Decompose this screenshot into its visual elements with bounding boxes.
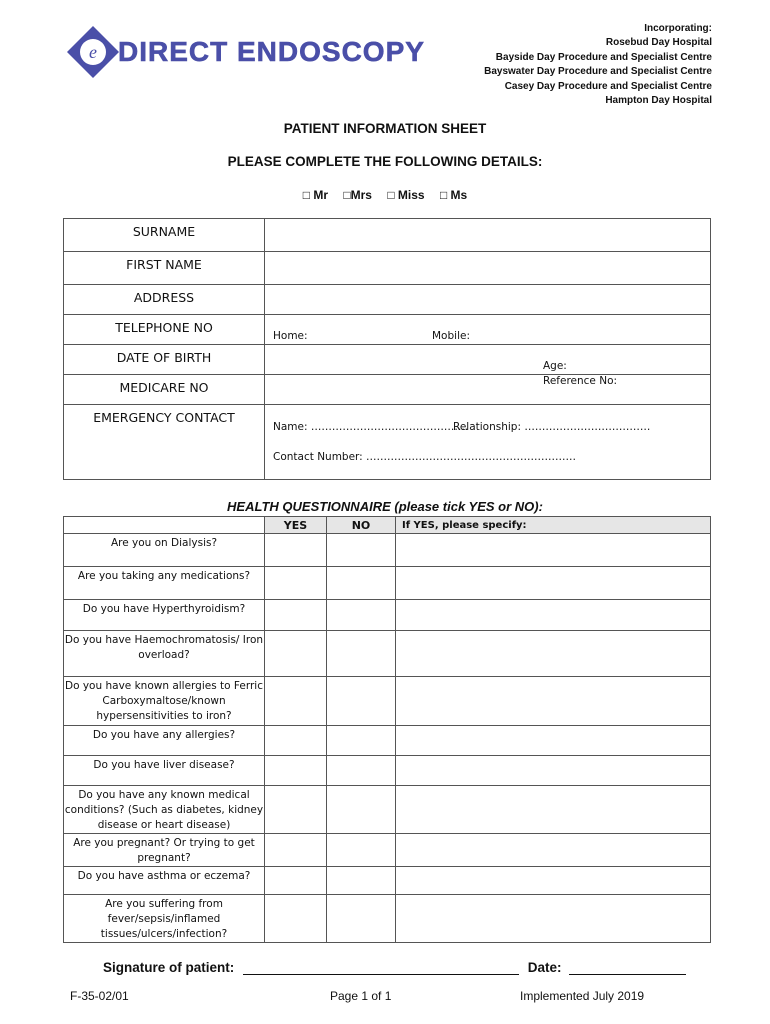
no-cell[interactable] — [327, 600, 396, 631]
implemented-date: Implemented July 2019 — [520, 989, 645, 1003]
signature-line[interactable] — [243, 960, 519, 975]
signature-label: Signature of patient: — [103, 960, 235, 975]
incorporating-list — [484, 22, 712, 108]
yes-cell[interactable] — [265, 834, 327, 867]
reference-label: Reference No: — [543, 375, 618, 387]
question-row — [64, 534, 711, 567]
question-row — [64, 786, 711, 834]
yes-cell[interactable] — [265, 631, 327, 677]
no-cell[interactable] — [327, 786, 396, 834]
question-text: Do you have known allergies to Ferric Carboxymaltose/known hypersensitivities to iron? — [64, 677, 265, 726]
no-header: NO — [327, 517, 396, 534]
specify-cell[interactable] — [396, 756, 711, 786]
date-line[interactable] — [569, 960, 686, 975]
home-label: Home: — [273, 330, 308, 342]
no-cell[interactable] — [327, 895, 396, 943]
yes-cell[interactable] — [265, 677, 327, 726]
emergency-contact-field[interactable] — [265, 405, 711, 480]
question-text: Do you have Hyperthyroidism? — [64, 600, 265, 631]
question-row — [64, 600, 711, 631]
question-text: Are you taking any medications? — [64, 567, 265, 600]
question-text: Are you suffering from fever/sepsis/inflamed tissues/ulcers/infection? — [64, 895, 265, 943]
surname-field[interactable] — [265, 219, 711, 252]
svg-text:e: e — [89, 42, 97, 62]
health-questionnaire-title: HEALTH QUESTIONNAIRE (please tick YES or NO): — [227, 499, 543, 514]
yes-cell[interactable] — [265, 786, 327, 834]
incorporating-line: Bayside Day Procedure and Specialist Centre — [495, 51, 712, 63]
specify-cell[interactable] — [396, 534, 711, 567]
question-text: Do you have liver disease? — [64, 756, 265, 786]
surname-label: SURNAME — [64, 219, 265, 252]
yes-cell[interactable] — [265, 600, 327, 631]
page-number: Page 1 of 1 — [330, 989, 392, 1003]
incorporating-line: Incorporating: — [644, 23, 712, 34]
date-label: Date: — [527, 960, 562, 975]
specify-cell[interactable] — [396, 786, 711, 834]
specify-cell[interactable] — [396, 631, 711, 677]
specify-cell[interactable] — [396, 567, 711, 600]
mobile-label: Mobile: — [432, 330, 470, 342]
no-cell[interactable] — [327, 677, 396, 726]
question-text: Are you pregnant? Or trying to get pregnant? — [64, 834, 265, 867]
yes-cell[interactable] — [265, 567, 327, 600]
yes-cell[interactable] — [265, 534, 327, 567]
page-subtitle: PLEASE COMPLETE THE FOLLOWING DETAILS: — [227, 154, 543, 169]
form-code: F-35-02/01 — [70, 989, 129, 1003]
incorporating-line: Hampton Day Hospital — [605, 95, 712, 107]
first-name-field[interactable] — [265, 252, 711, 285]
yes-header: YES — [265, 517, 327, 534]
question-row — [64, 867, 711, 895]
address-label: ADDRESS — [64, 285, 265, 315]
dob-field[interactable] — [265, 345, 711, 375]
question-header — [64, 517, 265, 534]
salutation-options — [0, 188, 770, 202]
address-field[interactable] — [265, 285, 711, 315]
specify-cell[interactable] — [396, 867, 711, 895]
medicare-label: MEDICARE NO — [64, 375, 265, 405]
medicare-field[interactable] — [265, 375, 711, 405]
yes-cell[interactable] — [265, 895, 327, 943]
specify-cell[interactable] — [396, 677, 711, 726]
question-row — [64, 677, 711, 726]
salutation-mr[interactable]: □ Mr — [302, 188, 329, 202]
no-cell[interactable] — [327, 534, 396, 567]
question-text: Do you have Haemochromatosis/ Iron overload? — [64, 631, 265, 677]
question-text: Do you have any known medical conditions? (Such as diabetes, kidney disease or heart disease) — [64, 786, 265, 834]
no-cell[interactable] — [327, 867, 396, 895]
yes-cell[interactable] — [265, 726, 327, 756]
specify-header: If YES, please specify: — [396, 517, 711, 534]
emergency-contact-number-line: Contact Number: …………………………………………………… — [273, 451, 577, 463]
incorporating-line: Casey Day Procedure and Specialist Centre — [504, 80, 712, 92]
specify-cell[interactable] — [396, 834, 711, 867]
emergency-name-line: Name: ……………………………………… — [273, 421, 469, 433]
first-name-label: FIRST NAME — [64, 252, 265, 285]
salutation-miss[interactable]: □ Miss — [387, 188, 425, 202]
telephone-label: TELEPHONE NO — [64, 315, 265, 345]
question-row — [64, 726, 711, 756]
question-row — [64, 567, 711, 600]
salutation-mrs[interactable]: □Mrs — [343, 188, 372, 202]
question-text: Are you on Dialysis? — [64, 534, 265, 567]
specify-cell[interactable] — [396, 726, 711, 756]
no-cell[interactable] — [327, 631, 396, 677]
incorporating-line: Bayswater Day Procedure and Specialist Centre — [484, 66, 712, 78]
question-row — [64, 895, 711, 943]
specify-cell[interactable] — [396, 600, 711, 631]
yes-cell[interactable] — [265, 867, 327, 895]
no-cell[interactable] — [327, 834, 396, 867]
dob-label: DATE OF BIRTH — [64, 345, 265, 375]
emergency-relationship-line: Relationship: ……………………………… — [453, 421, 651, 433]
question-row — [64, 756, 711, 786]
page-title: PATIENT INFORMATION SHEET — [283, 121, 487, 136]
no-cell[interactable] — [327, 726, 396, 756]
logo-text: DIRECT ENDOSCOPY — [118, 36, 425, 67]
no-cell[interactable] — [327, 567, 396, 600]
question-row — [64, 834, 711, 867]
incorporating-line: Rosebud Day Hospital — [605, 37, 712, 49]
emergency-contact-label: EMERGENCY CONTACT — [64, 405, 265, 480]
telephone-field[interactable] — [265, 315, 711, 345]
specify-cell[interactable] — [396, 895, 711, 943]
patient-info-table — [63, 218, 711, 480]
salutation-ms[interactable]: □ Ms — [439, 188, 468, 202]
age-label: Age: — [543, 360, 567, 372]
signature-row — [103, 960, 686, 975]
question-row — [64, 631, 711, 677]
question-text: Do you have asthma or eczema? — [64, 867, 265, 895]
question-text: Do you have any allergies? — [64, 726, 265, 756]
yes-cell[interactable] — [265, 756, 327, 786]
health-questionnaire-table — [63, 516, 711, 943]
no-cell[interactable] — [327, 756, 396, 786]
